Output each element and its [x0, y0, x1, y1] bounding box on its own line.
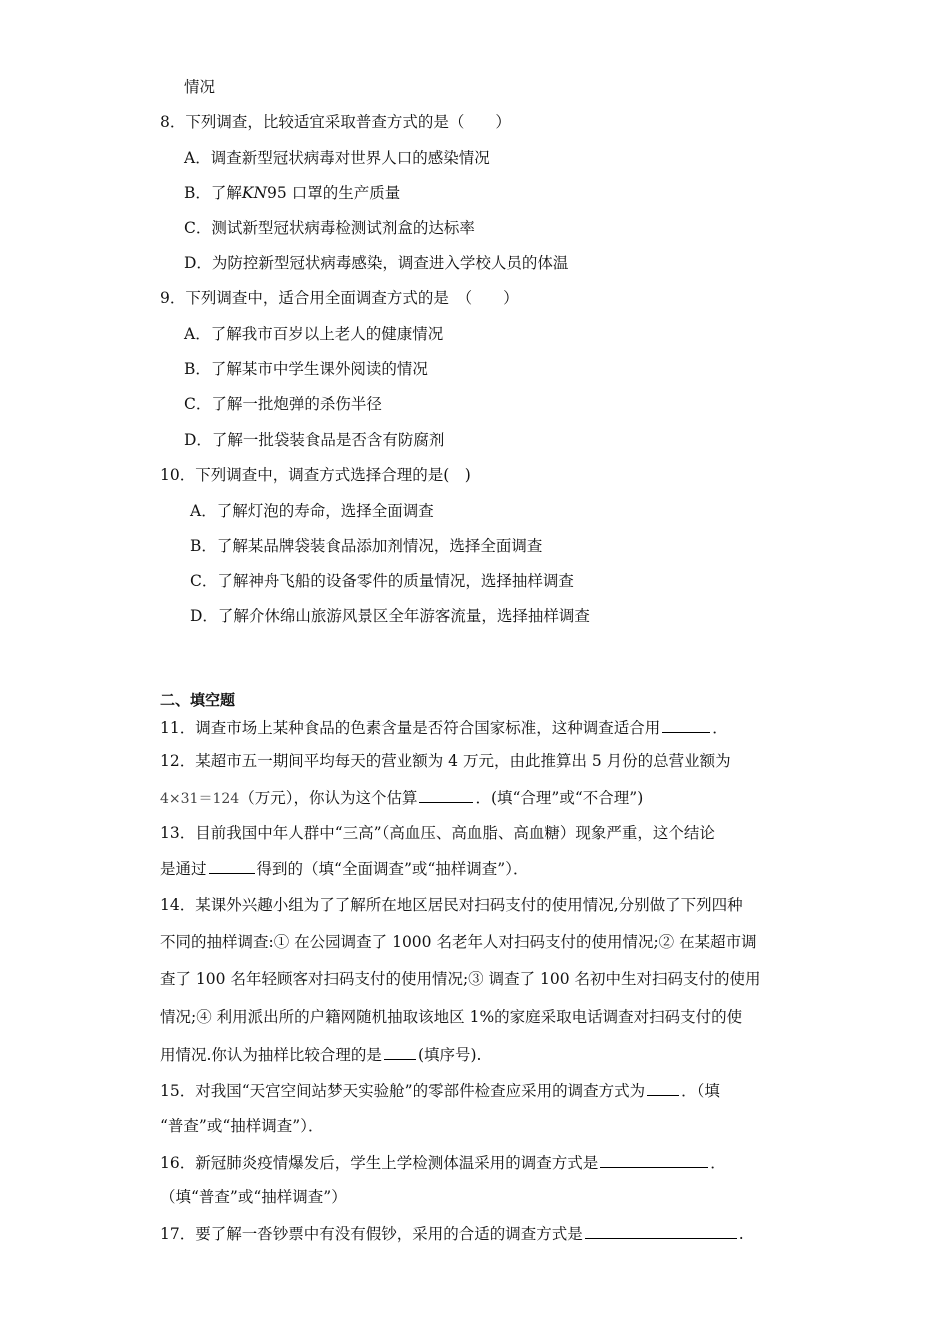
- q9-stem: 9．下列调查中，适合用全面调查方式的是 （ ）: [160, 289, 519, 307]
- q9-option-a: A．了解我市百岁以上老人的健康情况: [184, 325, 444, 343]
- q11: [160, 717, 728, 738]
- q15-line1b: ．（填: [681, 1082, 720, 1100]
- q16-line1a: 16．新冠肺炎疫情爆发后，学生上学检测体温采用的调查方式是: [160, 1154, 599, 1172]
- q10-option-c: C．了解神舟飞船的设备零件的质量情况，选择抽样调查: [190, 572, 574, 590]
- q15-line1: [160, 1080, 720, 1101]
- q10-option-b: B．了解某品牌袋装食品添加剂情况，选择全面调查: [190, 537, 543, 555]
- q12-line2: [160, 787, 643, 809]
- q12-formula: 4×31＝124: [160, 791, 240, 807]
- q13-line2a: 是通过: [160, 860, 207, 878]
- q17-blank[interactable]: [585, 1223, 737, 1239]
- q16-blank[interactable]: [600, 1152, 708, 1168]
- q14-line5: [160, 1044, 481, 1065]
- q11-text: 11．调查市场上某种食品的色素含量是否符合国家标准，这种调查适合用: [160, 719, 661, 737]
- q14-line3: 查了 100 名年轻顾客对扫码支付的使用情况;③ 调查了 100 名初中生对扫码支付的使用: [160, 970, 761, 988]
- q8-option-d: D．为防控新型冠状病毒感染，调查进入学校人员的体温: [184, 254, 569, 272]
- q8-option-c: C．测试新型冠状病毒检测试剂盒的达标率: [184, 219, 475, 237]
- q17-end: .: [738, 1225, 744, 1243]
- q8-option-b: [184, 183, 400, 203]
- q14-line5a: 用情况.你认为抽样比较合理的是: [160, 1046, 382, 1064]
- q14-blank[interactable]: [384, 1044, 416, 1060]
- q9-option-c: C．了解一批炮弹的杀伤半径: [184, 395, 382, 413]
- q7-option-fragment: 情况: [184, 78, 216, 96]
- section-title: 二、填空题: [160, 691, 236, 709]
- q16-line2: （填“普查”或“抽样调查”）: [160, 1188, 347, 1206]
- q10-option-a: A．了解灯泡的寿命，选择全面调查: [190, 502, 434, 520]
- q12-line2b: ．(填“合理”或“不合理”): [475, 789, 644, 807]
- q15-line1a: 15．对我国“天宫空间站梦天实验舱”的零部件检查应采用的调查方式为: [160, 1082, 646, 1100]
- q13-line1: 13．目前我国中年人群中“三高”（高血压、高血脂、高血糖）现象严重，这个结论: [160, 824, 715, 842]
- q9-option-b: B．了解某市中学生课外阅读的情况: [184, 360, 428, 378]
- q14-line2: 不同的抽样调查:① 在公园调查了 1000 名老年人对扫码支付的使用情况;② 在某超市调: [160, 933, 757, 951]
- q12-line1: 12．某超市五一期间平均每天的营业额为 4 万元，由此推算出 5 月份的总营业额为: [160, 752, 731, 770]
- q15-blank[interactable]: [647, 1080, 679, 1096]
- q12-line2a: （万元），你认为这个估算: [239, 789, 418, 807]
- q13-line2: [160, 858, 528, 879]
- q8-option-b-italic: KN: [241, 184, 268, 202]
- q11-blank[interactable]: [662, 717, 710, 733]
- q14-line4: 情况;④ 利用派出所的户籍网随机抽取该地区 1%的家庭采取电话调查对扫码支付的使: [160, 1008, 743, 1026]
- q8-option-a: A．调查新型冠状病毒对世界人口的感染情况: [184, 149, 490, 167]
- q10-stem: 10．下列调查中，调查方式选择合理的是( ): [160, 466, 471, 484]
- q17: [160, 1223, 744, 1244]
- q8-stem: 8．下列调查，比较适宜采取普查方式的是（ ）: [160, 113, 511, 131]
- q11-end: ．: [712, 719, 728, 737]
- q12-blank[interactable]: [419, 787, 473, 803]
- q14-line1: 14．某课外兴趣小组为了了解所在地区居民对扫码支付的使用情况,分别做了下列四种: [160, 896, 743, 914]
- q16-line1: [160, 1152, 726, 1173]
- q10-option-d: D．了解介休绵山旅游风景区全年游客流量，选择抽样调查: [190, 607, 590, 625]
- q14-line5b: (填序号).: [417, 1046, 482, 1064]
- q15-line2: “普查”或“抽样调查”）．: [160, 1117, 324, 1135]
- q17-text: 17．要了解一沓钞票中有没有假钞，采用的合适的调查方式是: [160, 1225, 583, 1243]
- q8-option-b-rest: 95 口罩的生产质量: [267, 184, 401, 202]
- q9-option-d: D．了解一批袋装食品是否含有防腐剂: [184, 431, 445, 449]
- q8-option-b-prefix: B．了解: [184, 184, 242, 202]
- q13-blank[interactable]: [209, 858, 255, 874]
- q13-line2b: 得到的（填“全面调查”或“抽样调查”）．: [256, 860, 529, 878]
- q16-line1b: ．: [710, 1154, 726, 1172]
